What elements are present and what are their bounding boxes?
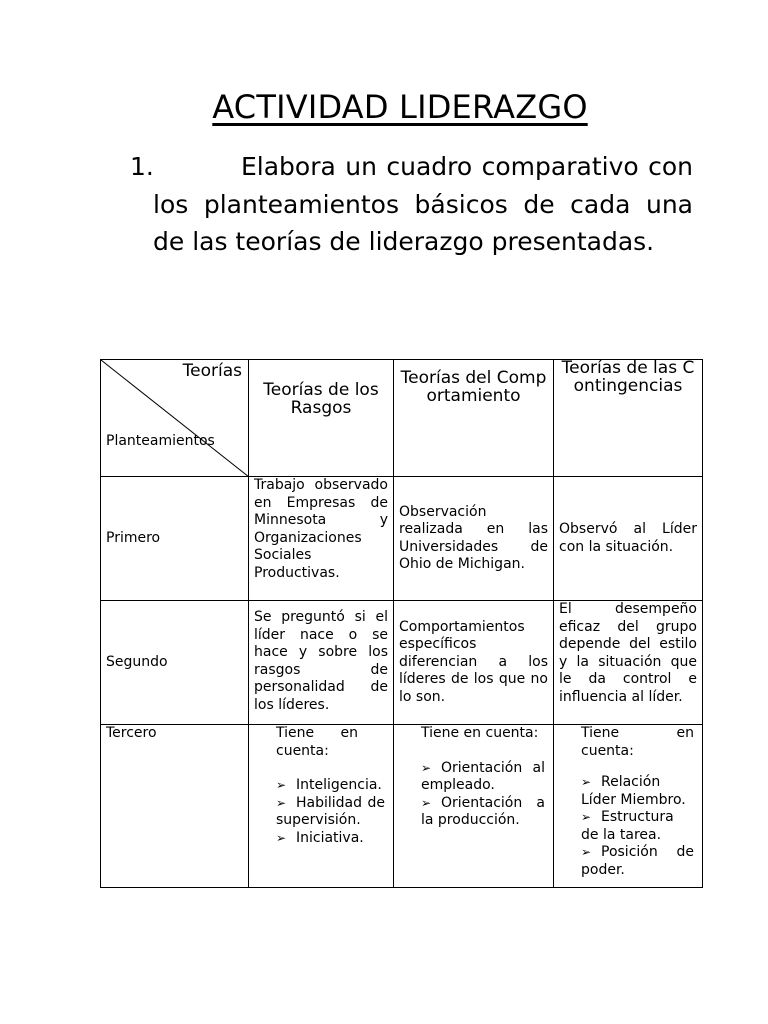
intro-text: Tiene en cuenta: — [421, 725, 539, 741]
list-item-text: Relación Líder Miembro. — [581, 774, 686, 808]
header-comportamiento — [394, 360, 554, 477]
instruction-number: 1. — [130, 152, 154, 181]
list-item-text: Orientación al empleado. — [421, 759, 545, 793]
cell-tercero-contingencias — [554, 725, 703, 888]
instruction-paragraph — [130, 148, 693, 261]
cell-segundo-contingencias: El desempeño eficaz del grupo depende del estilo y la situación que le da control e influencia al líder. — [554, 601, 703, 725]
list-item — [581, 774, 694, 809]
list-item-text: Orientación a la producción. — [421, 794, 545, 828]
row-label-segundo: Segundo — [101, 601, 249, 725]
corner-label-teorias: Teorías — [182, 361, 242, 381]
row-label-tercero: Tercero — [101, 725, 249, 888]
list-item — [276, 795, 385, 830]
list-item — [276, 777, 385, 795]
intro-text: Tiene en cuenta: — [581, 725, 694, 759]
header-contingencias-label: Teorías de las Contingencias — [561, 358, 695, 396]
list-item-text: Iniciativa. — [296, 829, 364, 846]
arrow-bullet-icon: ➢ — [581, 775, 592, 789]
arrow-bullet-icon: ➢ — [581, 845, 592, 859]
list-item-text: Inteligencia. — [296, 777, 382, 793]
list-item — [581, 809, 694, 844]
table-row — [101, 477, 703, 601]
bullet-list-contingencias — [581, 774, 694, 879]
bullet-list-rasgos — [276, 777, 385, 847]
row-label-primero: Primero — [101, 477, 249, 601]
header-comportamiento-label: Teorías del Comportamiento — [400, 368, 547, 406]
list-item-text: Habilidad de supervisión. — [276, 794, 385, 828]
list-item — [421, 760, 545, 795]
list-item — [421, 795, 545, 830]
cell-segundo-comportamiento: Comportamientos específicos diferencian a los líderes de los que no lo son. — [394, 601, 554, 725]
list-item — [581, 844, 694, 879]
arrow-bullet-icon: ➢ — [276, 795, 287, 810]
header-contingencias — [554, 360, 703, 477]
corner-cell — [101, 360, 249, 477]
list-item-text: Estructura de la tarea. — [581, 809, 674, 843]
table-row — [101, 601, 703, 725]
header-rasgos-label: Teorías de los Rasgos — [263, 380, 379, 418]
corner-label-planteamientos: Planteamientos — [106, 433, 215, 449]
cell-primero-comportamiento: Observación realizada en las Universidades de Ohio de Michigan. — [394, 477, 554, 601]
cell-primero-rasgos: Trabajo observado en Empresas de Minnesota y Organizaciones Sociales Productivas. — [249, 477, 394, 601]
cell-segundo-rasgos: Se preguntó si el líder nace o se hace y sobre los rasgos de personalidad de los líderes. — [249, 601, 394, 725]
list-item-text: Posición de poder. — [581, 844, 694, 878]
instruction-text: Elabora un cuadro comparativo con los planteamientos básicos de cada una de las teorías de liderazgo presentadas. — [153, 152, 693, 256]
comparison-table — [100, 359, 703, 888]
cell-tercero-comportamiento — [394, 725, 554, 888]
arrow-bullet-icon: ➢ — [581, 810, 592, 824]
arrow-bullet-icon: ➢ — [421, 760, 432, 775]
arrow-bullet-icon: ➢ — [276, 778, 287, 792]
bullet-list-comportamiento — [421, 760, 545, 830]
arrow-bullet-icon: ➢ — [421, 795, 432, 810]
header-rasgos — [249, 360, 394, 477]
cell-primero-contingencias: Observó al Líder con la situación. — [554, 477, 703, 601]
cell-tercero-rasgos — [249, 725, 394, 888]
arrow-bullet-icon: ➢ — [276, 830, 287, 845]
table-row — [101, 725, 703, 888]
intro-text: Tiene en cuenta: — [276, 725, 358, 759]
document-title: ACTIVIDAD LIDERAZGO — [212, 88, 588, 126]
list-item — [276, 830, 385, 848]
table-header-row — [101, 360, 703, 477]
